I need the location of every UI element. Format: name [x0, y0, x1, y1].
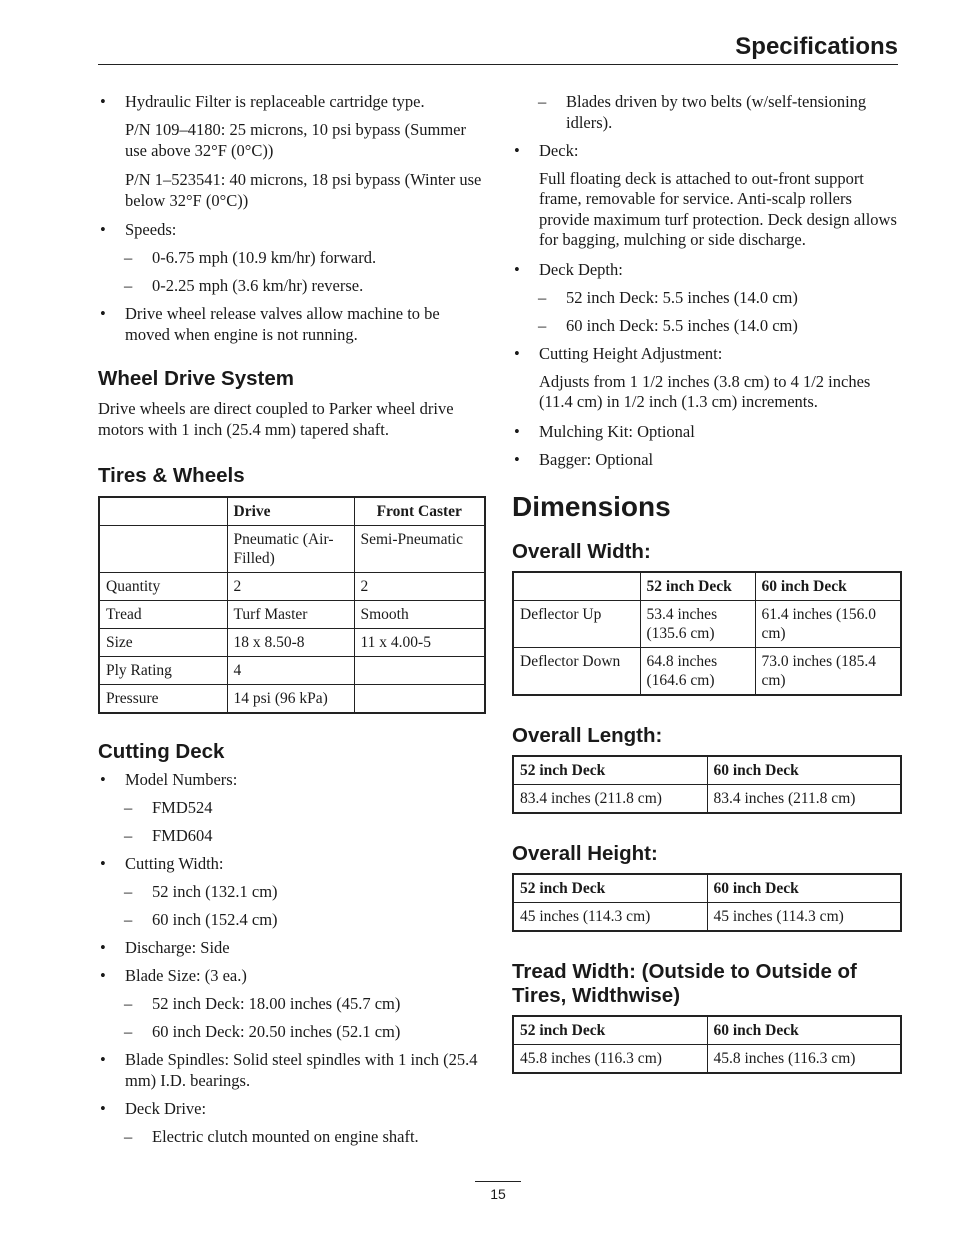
list-item: • Cutting Height Adjustment:	[512, 344, 902, 365]
table-row	[513, 903, 901, 932]
table-header-cell	[513, 572, 640, 601]
table-cell: 45 inches (114.3 cm)	[513, 903, 707, 932]
table-row	[99, 629, 485, 657]
table-row	[513, 601, 901, 648]
section-title: Dimensions	[512, 491, 671, 522]
table-header-cell: 52 inch Deck	[513, 874, 707, 903]
sub-list-item: – 0-6.75 mph (10.9 km/hr) forward.	[98, 248, 486, 269]
table-cell	[354, 685, 485, 714]
table-row	[513, 648, 901, 696]
table-cell: Semi-Pneumatic	[354, 526, 485, 573]
overall-width-table	[512, 571, 902, 696]
left-column	[98, 92, 486, 1155]
table-cell: 83.4 inches (211.8 cm)	[513, 785, 707, 814]
page-header	[98, 30, 898, 65]
section-heading: Cutting Deck	[98, 740, 225, 763]
sub-list-item: – 52 inch Deck: 18.00 inches (45.7 cm)	[98, 994, 486, 1015]
paragraph: Full floating deck is attached to out-front support frame, removable for service. Anti-scalp rollers provide maximum turf protection. Deck design allows for bagging, mulching or side discharge.	[539, 168, 897, 249]
table-row	[99, 526, 485, 573]
section-heading: Tread Width: (Outside to Outside of Tires, Widthwise)	[512, 960, 857, 1007]
table-cell: 83.4 inches (211.8 cm)	[707, 785, 901, 814]
list-item: • Cutting Width:	[98, 854, 486, 875]
list-item: • Deck Drive:	[98, 1099, 486, 1120]
table-row	[513, 1045, 901, 1074]
sub-list-item: – 0-2.25 mph (3.6 km/hr) reverse.	[98, 276, 486, 297]
section-heading: Tires & Wheels	[98, 464, 245, 487]
sub-list-item: – 52 inch (132.1 cm)	[98, 882, 486, 903]
table-cell: 2	[227, 573, 354, 601]
sub-list-item: – 60 inch (152.4 cm)	[98, 910, 486, 931]
table-header-cell: 52 inch Deck	[513, 756, 707, 785]
paragraph: Drive wheels are direct coupled to Parker wheel drive motors with 1 inch (25.4 mm) tapered shaft.	[98, 399, 454, 439]
list-item: • Bagger: Optional	[512, 450, 902, 471]
right-column	[512, 92, 902, 1074]
list-item: • Blade Spindles: Solid steel spindles with 1 inch (25.4 mm) I.D. bearings.	[98, 1050, 486, 1091]
section-heading: Overall Height:	[512, 842, 658, 865]
table-cell: 45 inches (114.3 cm)	[707, 903, 901, 932]
overall-length-table	[512, 755, 902, 814]
sub-list-item: – Electric clutch mounted on engine shaft.	[98, 1127, 486, 1148]
table-cell: 61.4 inches (156.0 cm)	[755, 601, 901, 648]
list-item: • Mulching Kit: Optional	[512, 422, 902, 443]
table-cell: Tread	[99, 601, 227, 629]
list-item: • Deck Depth:	[512, 260, 902, 281]
tread-width-table	[512, 1015, 902, 1074]
overall-height-table	[512, 873, 902, 932]
sub-list-item: – FMD604	[98, 826, 486, 847]
table-header-cell	[99, 497, 227, 526]
footer-divider	[475, 1181, 521, 1182]
table-row	[513, 785, 901, 814]
table-header-cell: Front Caster	[354, 497, 485, 526]
list-item: • Model Numbers:	[98, 770, 486, 791]
sub-list-item: – 60 inch Deck: 5.5 inches (14.0 cm)	[512, 316, 902, 337]
table-row	[99, 573, 485, 601]
table-cell: 45.8 inches (116.3 cm)	[707, 1045, 901, 1074]
table-header-cell: Drive	[227, 497, 354, 526]
table-header-cell: 60 inch Deck	[755, 572, 901, 601]
table-header-cell: 60 inch Deck	[707, 756, 901, 785]
table-header-cell: 60 inch Deck	[707, 1016, 901, 1045]
sub-list-item: – 52 inch Deck: 5.5 inches (14.0 cm)	[512, 288, 902, 309]
table-header-cell: 60 inch Deck	[707, 874, 901, 903]
table-cell: 73.0 inches (185.4 cm)	[755, 648, 901, 696]
sub-list-item: – FMD524	[98, 798, 486, 819]
table-cell: 14 psi (96 kPa)	[227, 685, 354, 714]
list-item: • Drive wheel release valves allow machine to be moved when engine is not running.	[98, 304, 486, 345]
list-item: • Speeds:	[98, 220, 486, 241]
section-heading: Overall Length:	[512, 724, 663, 747]
sub-list-item: – 60 inch Deck: 20.50 inches (52.1 cm)	[98, 1022, 486, 1043]
page-title: Specifications	[735, 33, 898, 60]
list-item: • Hydraulic Filter is replaceable cartridge type.	[98, 92, 486, 113]
section-heading: Wheel Drive System	[98, 367, 294, 390]
table-cell: 45.8 inches (116.3 cm)	[513, 1045, 707, 1074]
table-cell: Smooth	[354, 601, 485, 629]
list-item: • Deck:	[512, 141, 902, 162]
table-cell: Pneumatic (Air-Filled)	[227, 526, 354, 573]
table-header-cell: 52 inch Deck	[640, 572, 755, 601]
table-cell: 4	[227, 657, 354, 685]
table-cell: 64.8 inches (164.6 cm)	[640, 648, 755, 696]
table-cell: Deflector Up	[513, 601, 640, 648]
page-number: 15	[490, 1186, 506, 1202]
table-cell: 53.4 inches (135.6 cm)	[640, 601, 755, 648]
paragraph: P/N 109–4180: 25 microns, 10 psi bypass (Summer use above 32°F (0°C))	[125, 120, 466, 160]
section-heading: Overall Width:	[512, 540, 651, 563]
table-cell: Quantity	[99, 573, 227, 601]
table-row	[99, 657, 485, 685]
table-cell	[354, 657, 485, 685]
table-cell: 2	[354, 573, 485, 601]
tires-table	[98, 496, 486, 714]
list-item: • Discharge: Side	[98, 938, 486, 959]
table-cell: Ply Rating	[99, 657, 227, 685]
table-cell: 11 x 4.00-5	[354, 629, 485, 657]
paragraph: P/N 1–523541: 40 microns, 18 psi bypass (Winter use below 32°F (0°C))	[125, 170, 482, 210]
table-cell	[99, 526, 227, 573]
list-item: • Blade Size: (3 ea.)	[98, 966, 486, 987]
table-row	[99, 601, 485, 629]
table-row	[99, 685, 485, 714]
table-cell: Size	[99, 629, 227, 657]
paragraph: Adjusts from 1 1/2 inches (3.8 cm) to 4 1/2 inches (11.4 cm) in 1/2 inch (1.3 cm) increments.	[539, 371, 871, 411]
table-cell: Pressure	[99, 685, 227, 714]
table-cell: Turf Master	[227, 601, 354, 629]
sub-list-item: – Blades driven by two belts (w/self-tensioning idlers).	[512, 92, 902, 133]
table-cell: Deflector Down	[513, 648, 640, 696]
table-cell: 18 x 8.50-8	[227, 629, 354, 657]
table-header-cell: 52 inch Deck	[513, 1016, 707, 1045]
